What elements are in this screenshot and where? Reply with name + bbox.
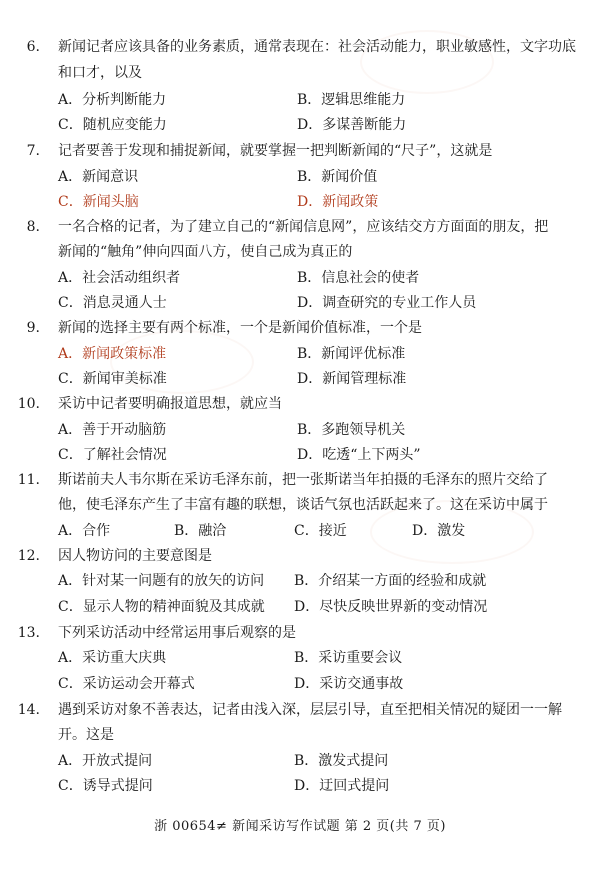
question-stem: 记者要善于发现和捕捉新闻，就要掌握一把判断新闻的“尺子”，这就是 xyxy=(58,143,493,159)
option-b: B．信息社会的使者 xyxy=(297,270,420,286)
option-c: C．新闻审美标准 xyxy=(58,371,167,387)
question-stem: 斯诺前夫人韦尔斯在采访毛泽东前，把一张斯诺当年拍摄的毛泽东的照片交给了 xyxy=(58,472,548,488)
option-b: B．采访重要会议 xyxy=(294,650,403,666)
option-d: D．多谋善断能力 xyxy=(297,117,407,133)
option-a: A．采访重大庆典 xyxy=(58,650,167,666)
question-number: 13. xyxy=(17,625,40,641)
question-stem-continued: 他，使毛泽东产生了丰富有趣的联想，谈话气氛也活跃起来了。这在采访中属于 xyxy=(58,497,548,513)
option-c: C．消息灵通人士 xyxy=(58,295,167,311)
question-number: 12. xyxy=(17,548,40,564)
question-stem: 遇到采访对象不善表达，记者由浅入深，层层引导，直至把相关情况的疑团一一解 xyxy=(58,702,562,718)
option-b: B．融洽 xyxy=(174,523,227,539)
option-b: B．介绍某一方面的经验和成就 xyxy=(294,573,487,589)
option-c: C．了解社会情况 xyxy=(58,447,167,463)
option-c: C．随机应变能力 xyxy=(58,117,167,133)
option-d: D．采访交通事故 xyxy=(294,676,404,692)
question-number: 14. xyxy=(17,702,40,718)
question-number: 9. xyxy=(26,320,40,336)
option-c: C．诱导式提问 xyxy=(58,778,153,794)
option-a: A．针对某一问题有的放矢的访问 xyxy=(58,573,265,589)
option-a: A．开放式提问 xyxy=(58,753,153,769)
question-stem-continued: 开。这是 xyxy=(58,727,114,743)
option-d: D．新闻政策 xyxy=(297,194,379,210)
question-number: 8. xyxy=(26,219,40,235)
option-a: A．善于开动脑筋 xyxy=(58,422,167,438)
option-c: C．新闻头脑 xyxy=(58,194,139,210)
option-d: D．迂回式提问 xyxy=(294,778,390,794)
option-d: D．吃透“上下两头” xyxy=(297,447,421,463)
option-a: A．新闻意识 xyxy=(58,169,139,185)
question-stem: 下列采访活动中经常运用事后观察的是 xyxy=(58,625,296,641)
question-stem: 一名合格的记者，为了建立自己的“新闻信息网”，应该结交方方面面的朋友，把 xyxy=(58,219,549,235)
option-b: B．激发式提问 xyxy=(294,753,389,769)
option-d: D．新闻管理标准 xyxy=(297,371,407,387)
option-c: C．采访运动会开幕式 xyxy=(58,676,195,692)
option-d: D．调查研究的专业工作人员 xyxy=(297,295,477,311)
question-number: 6. xyxy=(26,39,40,55)
question-stem: 采访中记者要明确报道思想，就应当 xyxy=(58,396,282,412)
option-a: A．新闻政策标准 xyxy=(58,346,167,362)
option-d: D．激发 xyxy=(412,523,466,539)
question-stem-continued: 和口才，以及 xyxy=(58,65,142,81)
question-stem: 新闻的选择主要有两个标准，一个是新闻价值标准，一个是 xyxy=(58,320,422,336)
question-stem: 新闻记者应该具备的业务素质，通常表现在：社会活动能力，职业敏感性，文字功底 xyxy=(58,39,576,55)
option-b: B．逻辑思维能力 xyxy=(297,92,406,108)
question-number: 10. xyxy=(17,396,40,412)
option-a: A．分析判断能力 xyxy=(58,92,167,108)
option-a: A．合作 xyxy=(58,523,111,539)
option-b: B．新闻价值 xyxy=(297,169,378,185)
option-b: B．多跑领导机关 xyxy=(297,422,406,438)
question-number: 11. xyxy=(17,472,40,488)
option-c: C．接近 xyxy=(294,523,347,539)
question-stem-continued: 新闻的“触角”伸向四面八方，使自己成为真正的 xyxy=(58,244,353,260)
option-d: D．尽快反映世界新的变动情况 xyxy=(294,599,488,615)
option-c: C．显示人物的精神面貌及其成就 xyxy=(58,599,265,615)
question-stem: 因人物访问的主要意图是 xyxy=(58,548,212,564)
option-a: A．社会活动组织者 xyxy=(58,270,181,286)
question-number: 7. xyxy=(26,143,40,159)
option-b: B．新闻评优标准 xyxy=(297,346,406,362)
page-footer: 浙 00654≠ 新闻采访写作试题 第 2 页(共 7 页) xyxy=(154,819,446,834)
